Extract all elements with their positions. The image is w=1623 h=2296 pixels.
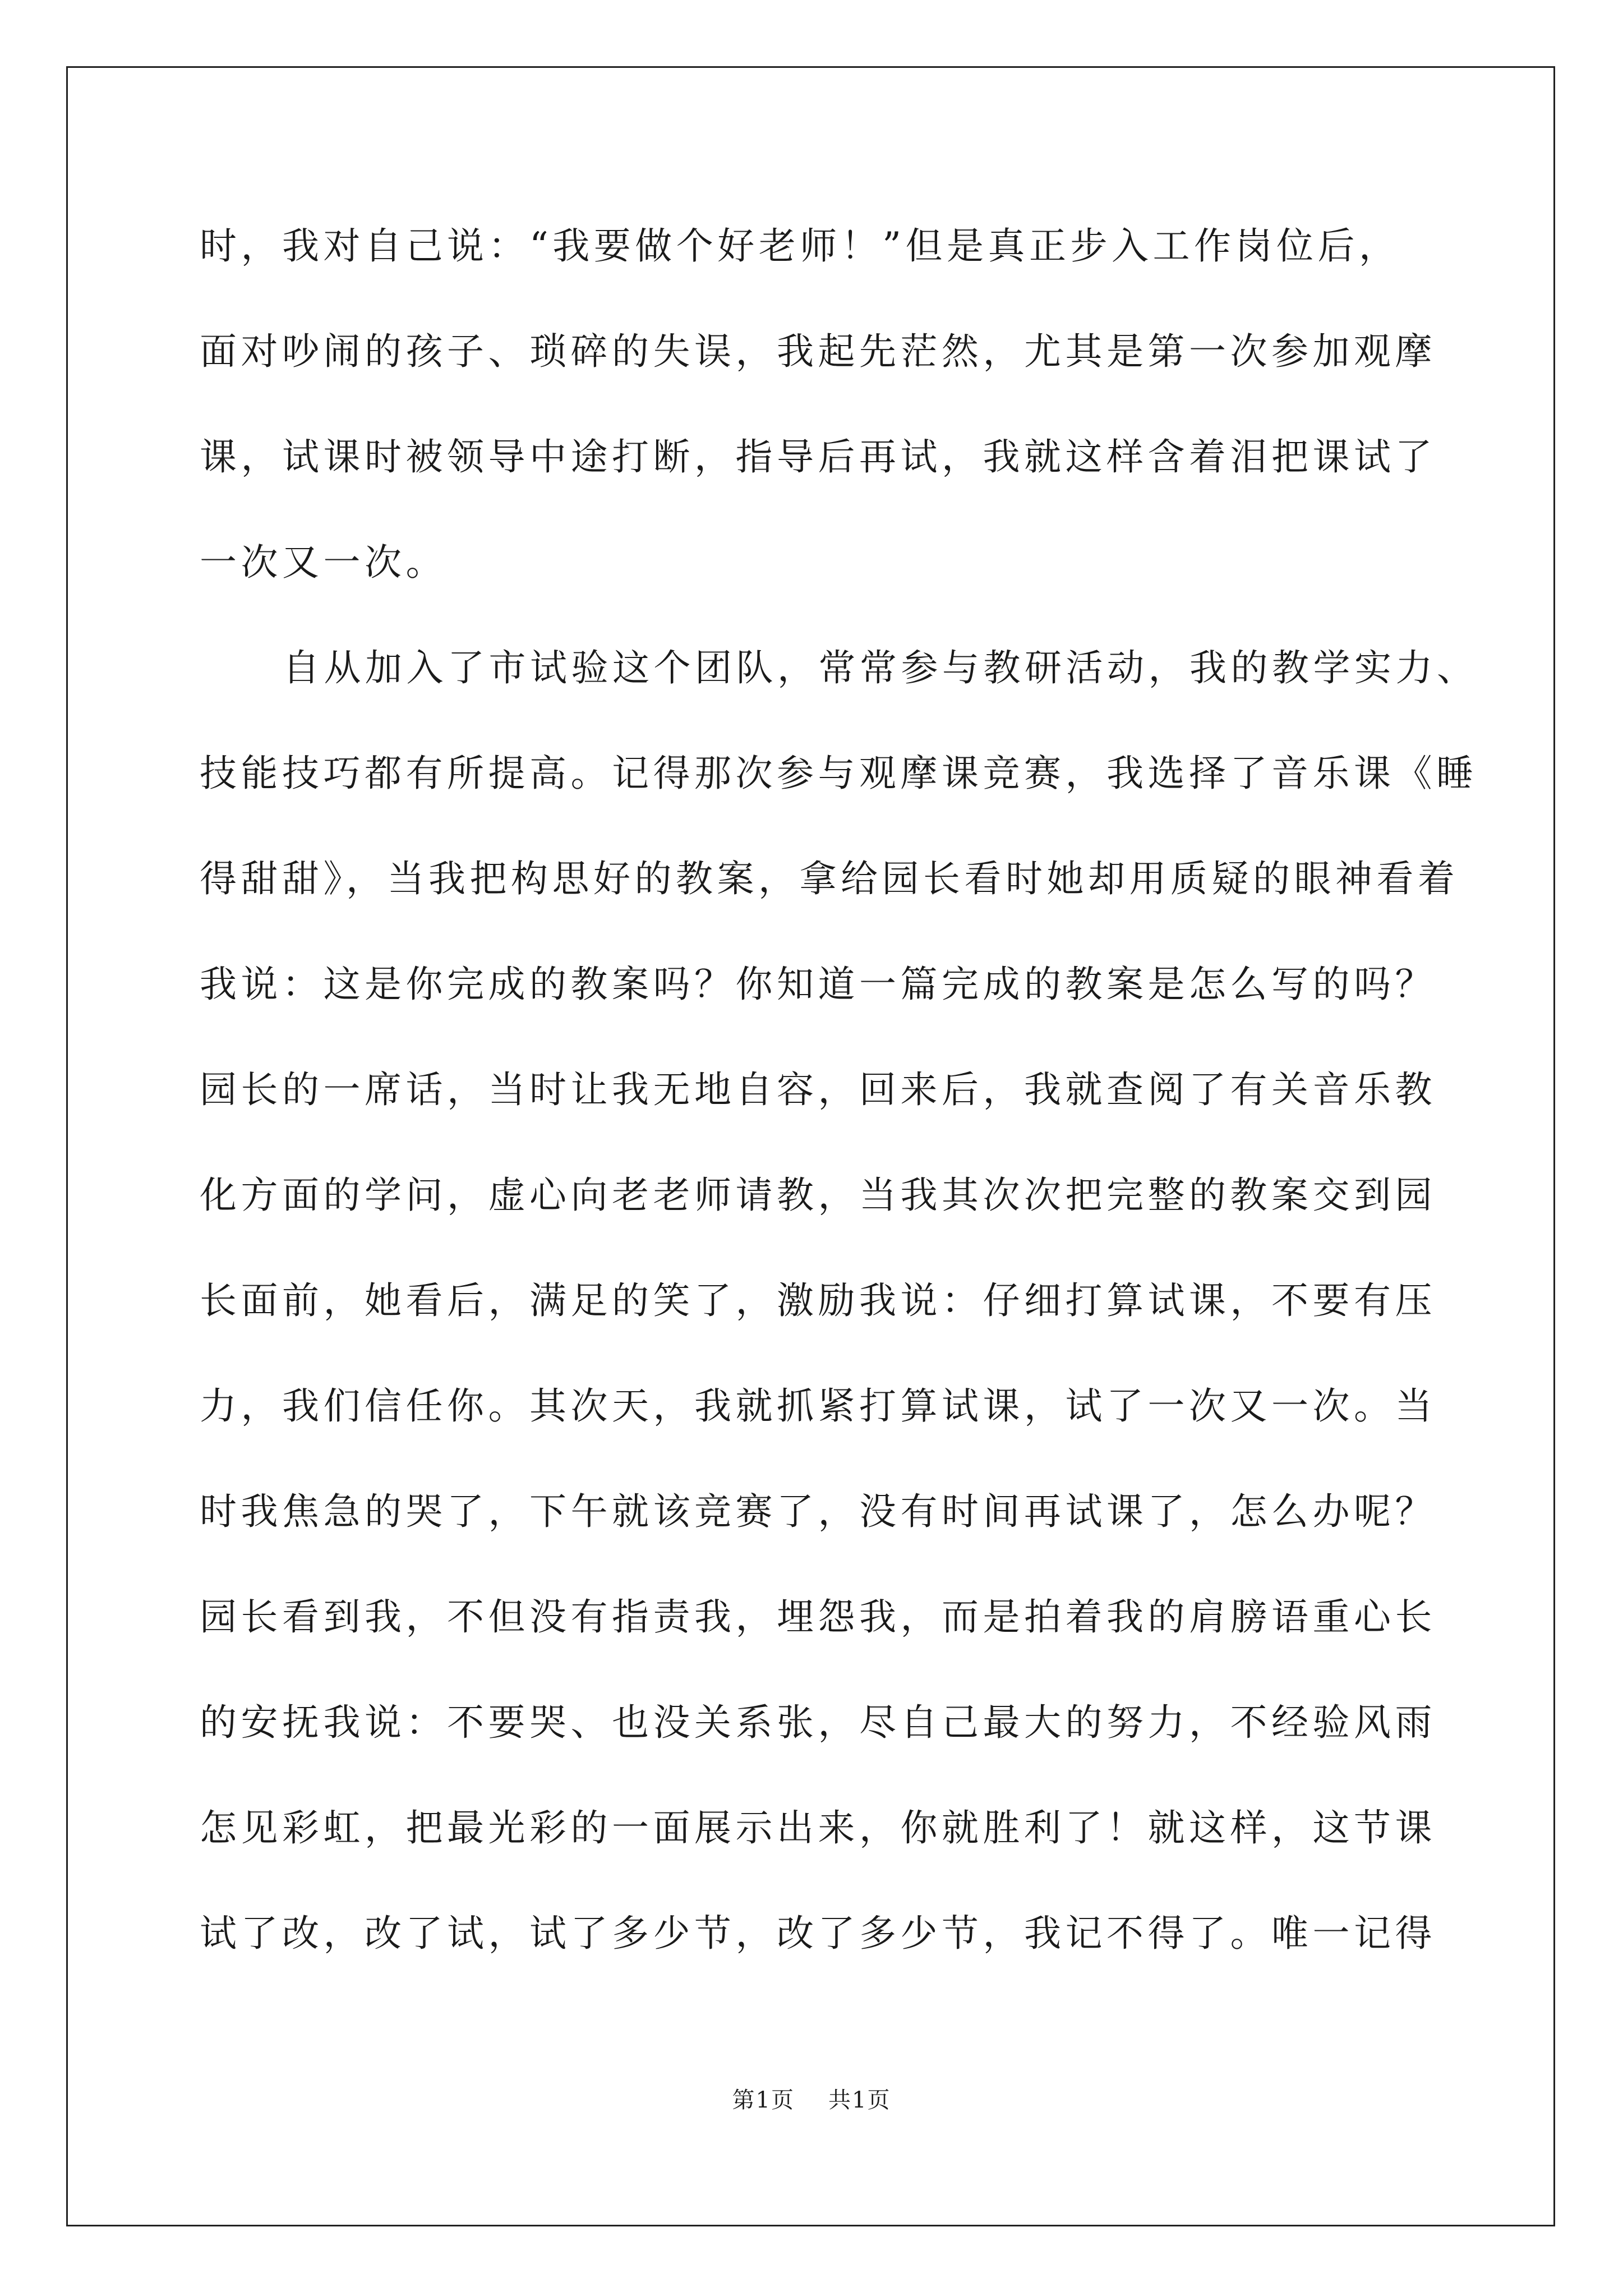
text-line: 的安抚我说：不要哭、也没关系张，尽自己最大的努力，不经验风雨 (200, 1701, 1436, 1744)
page-number: 第1页 (732, 2087, 795, 2113)
text-line: 长面前，她看后，满足的笑了，激励我说：仔细打算试课，不要有压 (200, 1279, 1436, 1322)
text-line: 技能技巧都有所提高。记得那次参与观摩课竞赛，我选择了音乐课《睡 (200, 752, 1478, 795)
text-line: 一次又一次。 (200, 541, 447, 584)
page-footer (0, 2082, 1623, 2114)
text-line: 力，我们信任你。其次天，我就抓紧打算试课，试了一次又一次。当 (200, 1384, 1436, 1428)
text-line: 得甜甜》，当我把构思好的教案，拿给园长看时她却用质疑的眼神看着 (200, 857, 1459, 900)
paragraph-first-line: 自从加入了市试验这个团队，常常参与教研活动，我的教学实力、 (283, 646, 1478, 689)
document-body (200, 194, 1478, 1986)
text-line: 时，我对自己说：“我要做个好老师！”但是真正步入工作岗位后， (200, 224, 1400, 268)
page-total: 共1页 (828, 2087, 891, 2113)
text-line: 面对吵闹的孩子、琐碎的失误，我起先茫然，尤其是第一次参加观摩 (200, 330, 1436, 373)
text-line: 时我焦急的哭了，下午就该竞赛了，没有时间再试课了，怎么办呢？ (200, 1490, 1436, 1533)
text-line: 园长看到我，不但没有指责我，埋怨我，而是拍着我的肩膀语重心长 (200, 1595, 1436, 1639)
text-line: 我说：这是你完成的教案吗？你知道一篇完成的教案是怎么写的吗？ (200, 963, 1436, 1006)
text-line: 试了改，改了试，试了多少节，改了多少节，我记不得了。唯一记得 (200, 1912, 1436, 1955)
text-line: 化方面的学问，虚心向老老师请教，当我其次次把完整的教案交到园 (200, 1174, 1436, 1217)
text-line: 课，试课时被领导中途打断，指导后再试，我就这样含着泪把课试了 (200, 435, 1436, 478)
text-line: 园长的一席话，当时让我无地自容，回来后，我就查阅了有关音乐教 (200, 1068, 1436, 1111)
text-line: 怎见彩虹，把最光彩的一面展示出来，你就胜利了！就这样，这节课 (200, 1806, 1436, 1849)
